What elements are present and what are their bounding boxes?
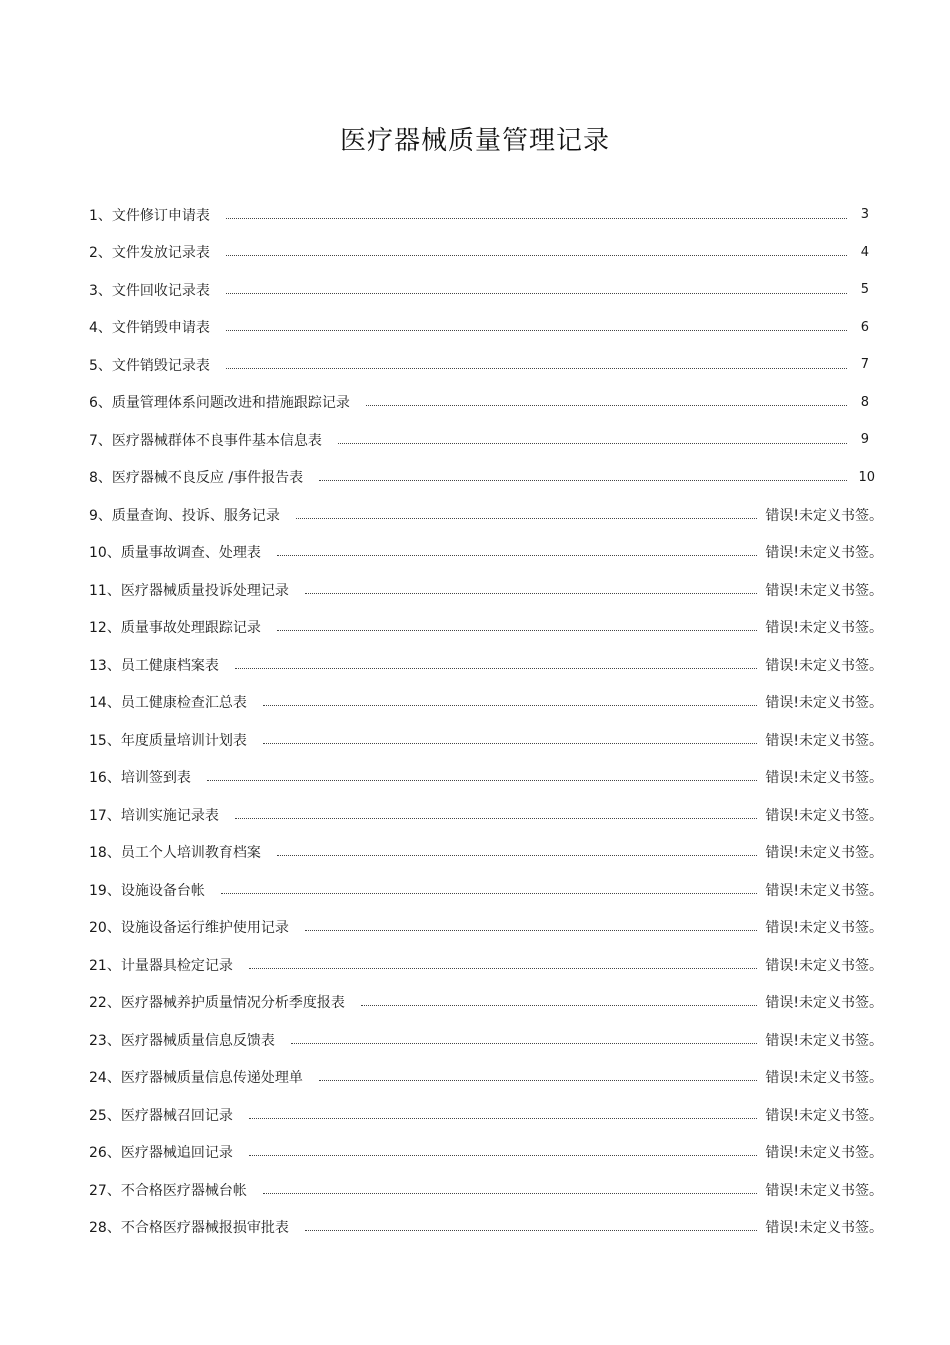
- toc-dot-leader: [263, 1193, 758, 1194]
- toc-dot-leader: [263, 705, 758, 706]
- toc-entry-label: 计量器具检定记录: [120, 957, 233, 974]
- toc-entry-number: 8、: [89, 470, 112, 487]
- toc-entry-label: 不合格医疗器械台帐: [120, 1182, 247, 1199]
- toc-entry-label: 质量事故调查、处理表: [120, 545, 261, 562]
- toc-entry-label: 医疗器械追回记录: [120, 1145, 233, 1162]
- toc-entry-label: 员工健康检查汇总表: [120, 695, 247, 712]
- toc-entry[interactable]: [89, 346, 869, 384]
- toc-entry-label: 质量事故处理跟踪记录: [120, 620, 261, 637]
- toc-entry[interactable]: [89, 1209, 883, 1247]
- toc-entry-number: 12、: [89, 620, 121, 637]
- toc-entry-number: 4、: [89, 320, 112, 337]
- toc-entry[interactable]: [89, 1096, 883, 1134]
- toc-entry[interactable]: [89, 496, 883, 534]
- toc-entry-label: 文件销毁记录表: [111, 357, 210, 374]
- toc-entry-page: 10: [858, 469, 875, 485]
- toc-entry[interactable]: [89, 1134, 883, 1172]
- toc-entry-number: 5、: [89, 357, 112, 374]
- toc-dot-leader: [221, 893, 758, 894]
- toc-entry-label: 医疗器械群体不良事件基本信息表: [111, 432, 322, 449]
- toc-dot-leader: [235, 818, 758, 819]
- toc-entry-number: 26、: [89, 1145, 121, 1162]
- toc-entry-label: 文件销毁申请表: [111, 320, 210, 337]
- toc-dot-leader: [319, 1080, 758, 1081]
- toc-entry-label: 医疗器械养护质量情况分析季度报表: [120, 995, 345, 1012]
- toc-entry-number: 28、: [89, 1220, 121, 1237]
- toc-dot-leader: [226, 293, 847, 294]
- toc-entry[interactable]: [89, 646, 883, 684]
- toc-dot-leader: [319, 480, 847, 481]
- toc-entry-page: 错误!未定义书签。: [765, 920, 883, 937]
- toc-entry-page: 4: [860, 244, 869, 260]
- toc-dot-leader: [207, 780, 758, 781]
- toc-entry[interactable]: [89, 459, 875, 497]
- toc-entry[interactable]: [89, 421, 869, 459]
- toc-entry-number: 20、: [89, 920, 121, 937]
- toc-dot-leader: [277, 630, 758, 631]
- toc-entry-page: 错误!未定义书签。: [765, 882, 883, 899]
- toc-entry[interactable]: [89, 721, 883, 759]
- toc-entry[interactable]: [89, 1171, 883, 1209]
- toc-entry[interactable]: [89, 946, 883, 984]
- toc-entry-page: 错误!未定义书签。: [765, 1145, 883, 1162]
- toc-entry-page: 错误!未定义书签。: [765, 807, 883, 824]
- toc-dot-leader: [291, 1043, 758, 1044]
- toc-dot-leader: [226, 218, 847, 219]
- toc-entry-number: 3、: [89, 282, 112, 299]
- toc-entry-label: 设施设备台帐: [120, 882, 205, 899]
- toc-entry[interactable]: [89, 834, 883, 872]
- toc-dot-leader: [263, 743, 758, 744]
- toc-dot-leader: [249, 1155, 758, 1156]
- toc-entry-label: 医疗器械质量信息传递处理单: [120, 1070, 303, 1087]
- toc-entry-page: 3: [860, 207, 869, 223]
- toc-dot-leader: [249, 1118, 758, 1119]
- toc-entry-number: 1、: [89, 207, 112, 224]
- toc-entry[interactable]: [89, 796, 883, 834]
- toc-entry-label: 培训签到表: [120, 770, 191, 787]
- toc-entry-page: 6: [860, 319, 869, 335]
- toc-entry-number: 27、: [89, 1182, 121, 1199]
- toc-dot-leader: [226, 255, 847, 256]
- toc-entry-label: 培训实施记录表: [120, 807, 219, 824]
- toc-entry-page: 错误!未定义书签。: [765, 545, 883, 562]
- toc-entry-page: 错误!未定义书签。: [765, 732, 883, 749]
- toc-entry-page: 错误!未定义书签。: [765, 845, 883, 862]
- toc-entry-label: 质量查询、投诉、服务记录: [111, 507, 280, 524]
- toc-entry-page: 错误!未定义书签。: [765, 1182, 883, 1199]
- page-title: 医疗器械质量管理记录: [339, 126, 610, 156]
- toc-entry[interactable]: [89, 684, 883, 722]
- toc-entry-number: 19、: [89, 882, 121, 899]
- toc-entry-page: 错误!未定义书签。: [765, 657, 883, 674]
- toc-entry-number: 11、: [89, 582, 121, 599]
- toc-entry-number: 22、: [89, 995, 121, 1012]
- toc-entry-number: 15、: [89, 732, 121, 749]
- toc-entry[interactable]: [89, 571, 883, 609]
- toc-entry-label: 医疗器械召回记录: [120, 1107, 233, 1124]
- toc-entry-label: 医疗器械质量信息反馈表: [120, 1032, 275, 1049]
- toc-entry-page: 9: [860, 432, 869, 448]
- toc-entry[interactable]: [89, 271, 869, 309]
- toc-entry-label: 设施设备运行维护使用记录: [120, 920, 289, 937]
- toc-entry-number: 2、: [89, 245, 112, 262]
- toc-entry[interactable]: [89, 196, 869, 234]
- toc-entry-page: 5: [860, 282, 869, 298]
- toc-entry-label: 质量管理体系问题改进和措施跟踪记录: [111, 395, 350, 412]
- toc-entry[interactable]: [89, 871, 883, 909]
- toc-entry[interactable]: [89, 609, 883, 647]
- toc-entry-label: 年度质量培训计划表: [120, 732, 247, 749]
- toc-entry[interactable]: [89, 759, 883, 797]
- toc-entry-page: 错误!未定义书签。: [765, 582, 883, 599]
- toc-entry-page: 错误!未定义书签。: [765, 1107, 883, 1124]
- toc-dot-leader: [249, 968, 758, 969]
- toc-dot-leader: [277, 555, 758, 556]
- toc-entry-number: 24、: [89, 1070, 121, 1087]
- toc-entry-label: 不合格医疗器械报损审批表: [120, 1220, 289, 1237]
- toc-dot-leader: [235, 668, 758, 669]
- toc-entry-number: 7、: [89, 432, 112, 449]
- toc-entry-number: 23、: [89, 1032, 121, 1049]
- toc-entry-number: 14、: [89, 695, 121, 712]
- toc-entry[interactable]: [89, 909, 883, 947]
- toc-dot-leader: [338, 443, 847, 444]
- table-of-contents: [89, 196, 883, 1246]
- toc-entry-number: 9、: [89, 507, 112, 524]
- toc-entry-number: 21、: [89, 957, 121, 974]
- toc-entry-number: 25、: [89, 1107, 121, 1124]
- toc-entry[interactable]: [89, 234, 869, 272]
- toc-entry[interactable]: [89, 984, 883, 1022]
- toc-dot-leader: [361, 1005, 758, 1006]
- toc-entry[interactable]: [89, 1059, 883, 1097]
- toc-entry-page: 8: [860, 394, 869, 410]
- toc-entry-page: 错误!未定义书签。: [765, 507, 883, 524]
- toc-entry-page: 7: [860, 357, 869, 373]
- toc-entry-page: 错误!未定义书签。: [765, 695, 883, 712]
- toc-entry[interactable]: [89, 309, 869, 347]
- toc-entry-label: 医疗器械不良反应 /事件报告表: [111, 470, 304, 487]
- toc-dot-leader: [226, 368, 847, 369]
- toc-entry-number: 16、: [89, 770, 121, 787]
- toc-dot-leader: [305, 1230, 758, 1231]
- toc-entry-number: 13、: [89, 657, 121, 674]
- toc-dot-leader: [305, 930, 758, 931]
- toc-entry[interactable]: [89, 1021, 883, 1059]
- toc-dot-leader: [226, 330, 847, 331]
- toc-entry-number: 6、: [89, 395, 112, 412]
- toc-entry-page: 错误!未定义书签。: [765, 1220, 883, 1237]
- toc-entry-page: 错误!未定义书签。: [765, 957, 883, 974]
- toc-entry-number: 17、: [89, 807, 121, 824]
- toc-entry-page: 错误!未定义书签。: [765, 770, 883, 787]
- toc-entry-label: 文件发放记录表: [111, 245, 210, 262]
- toc-entry-label: 医疗器械质量投诉处理记录: [120, 582, 289, 599]
- toc-entry-page: 错误!未定义书签。: [765, 995, 883, 1012]
- toc-entry-label: 员工健康档案表: [120, 657, 219, 674]
- toc-entry[interactable]: [89, 384, 869, 422]
- toc-dot-leader: [277, 855, 758, 856]
- toc-dot-leader: [305, 593, 758, 594]
- toc-dot-leader: [296, 518, 757, 519]
- toc-entry-page: 错误!未定义书签。: [765, 1032, 883, 1049]
- toc-entry-page: 错误!未定义书签。: [765, 620, 883, 637]
- toc-entry-number: 18、: [89, 845, 121, 862]
- toc-entry-page: 错误!未定义书签。: [765, 1070, 883, 1087]
- toc-dot-leader: [366, 405, 847, 406]
- toc-entry-number: 10、: [89, 545, 121, 562]
- toc-entry-label: 文件修订申请表: [111, 207, 210, 224]
- toc-entry-label: 员工个人培训教育档案: [120, 845, 261, 862]
- toc-entry[interactable]: [89, 534, 883, 572]
- toc-entry-label: 文件回收记录表: [111, 282, 210, 299]
